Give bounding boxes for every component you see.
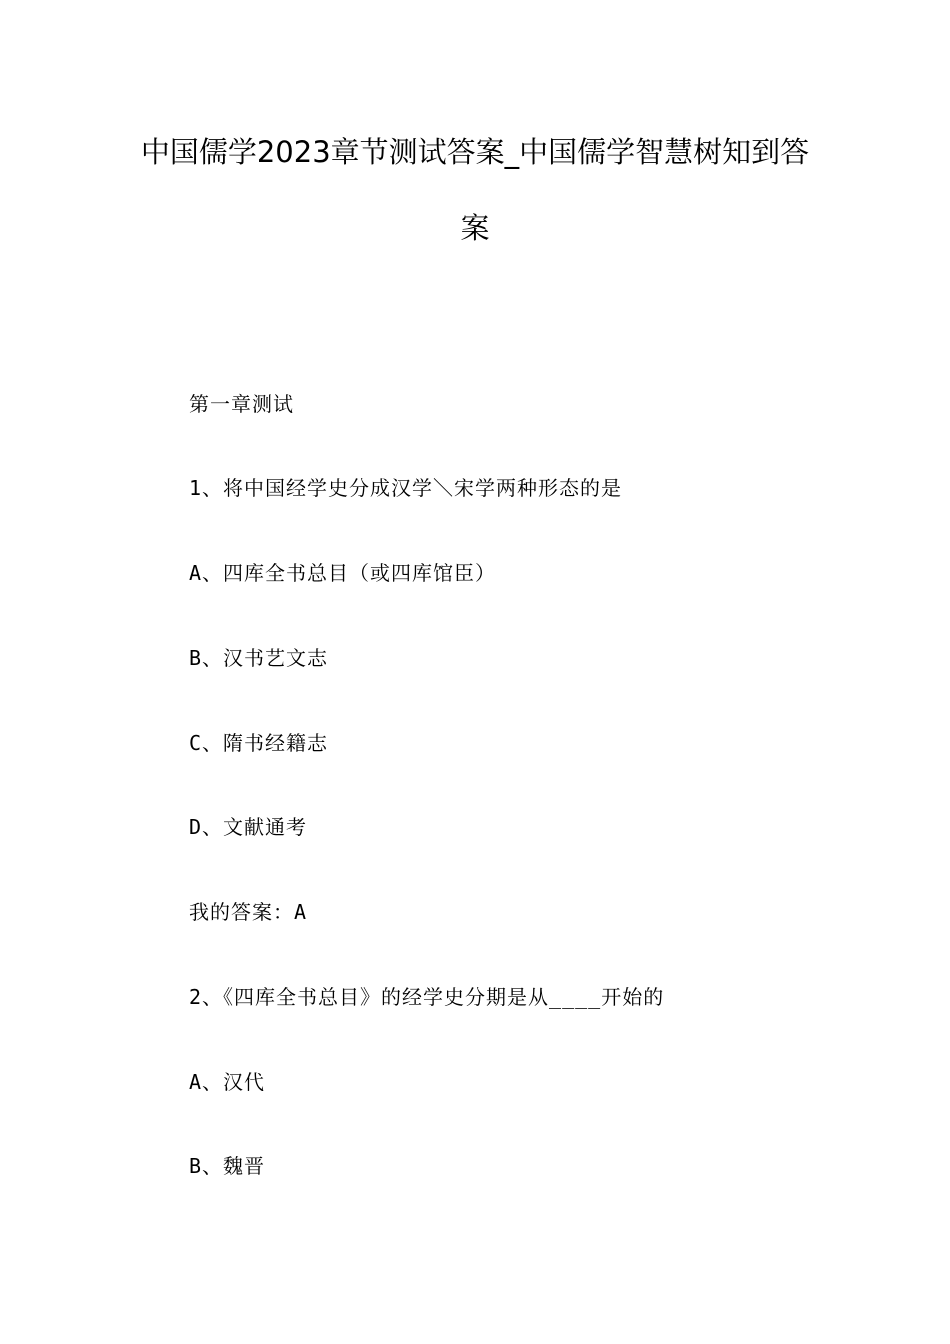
question-1-answer: 我的答案：A: [189, 900, 308, 924]
document-title-line-1: 中国儒学2023章节测试答案_中国儒学智慧树知到答: [140, 135, 810, 169]
question-2: 2、《四库全书总目》的经学史分期是从____开始的: [189, 985, 665, 1009]
question-1-option-c: C、隋书经籍志: [189, 731, 329, 755]
question-2-option-b: B、魏晋: [189, 1154, 266, 1178]
question-1-option-a: A、四库全书总目（或四库馆臣）: [189, 561, 497, 585]
chapter-heading: 第一章测试: [189, 392, 294, 416]
question-1-option-b: B、汉书艺文志: [189, 646, 329, 670]
question-1-option-d: D、文献通考: [189, 815, 308, 839]
document-title-line-2: 案: [460, 211, 490, 245]
question-1: 1、将中国经学史分成汉学＼宋学两种形态的是: [189, 476, 623, 500]
question-2-option-a: A、汉代: [189, 1070, 266, 1094]
